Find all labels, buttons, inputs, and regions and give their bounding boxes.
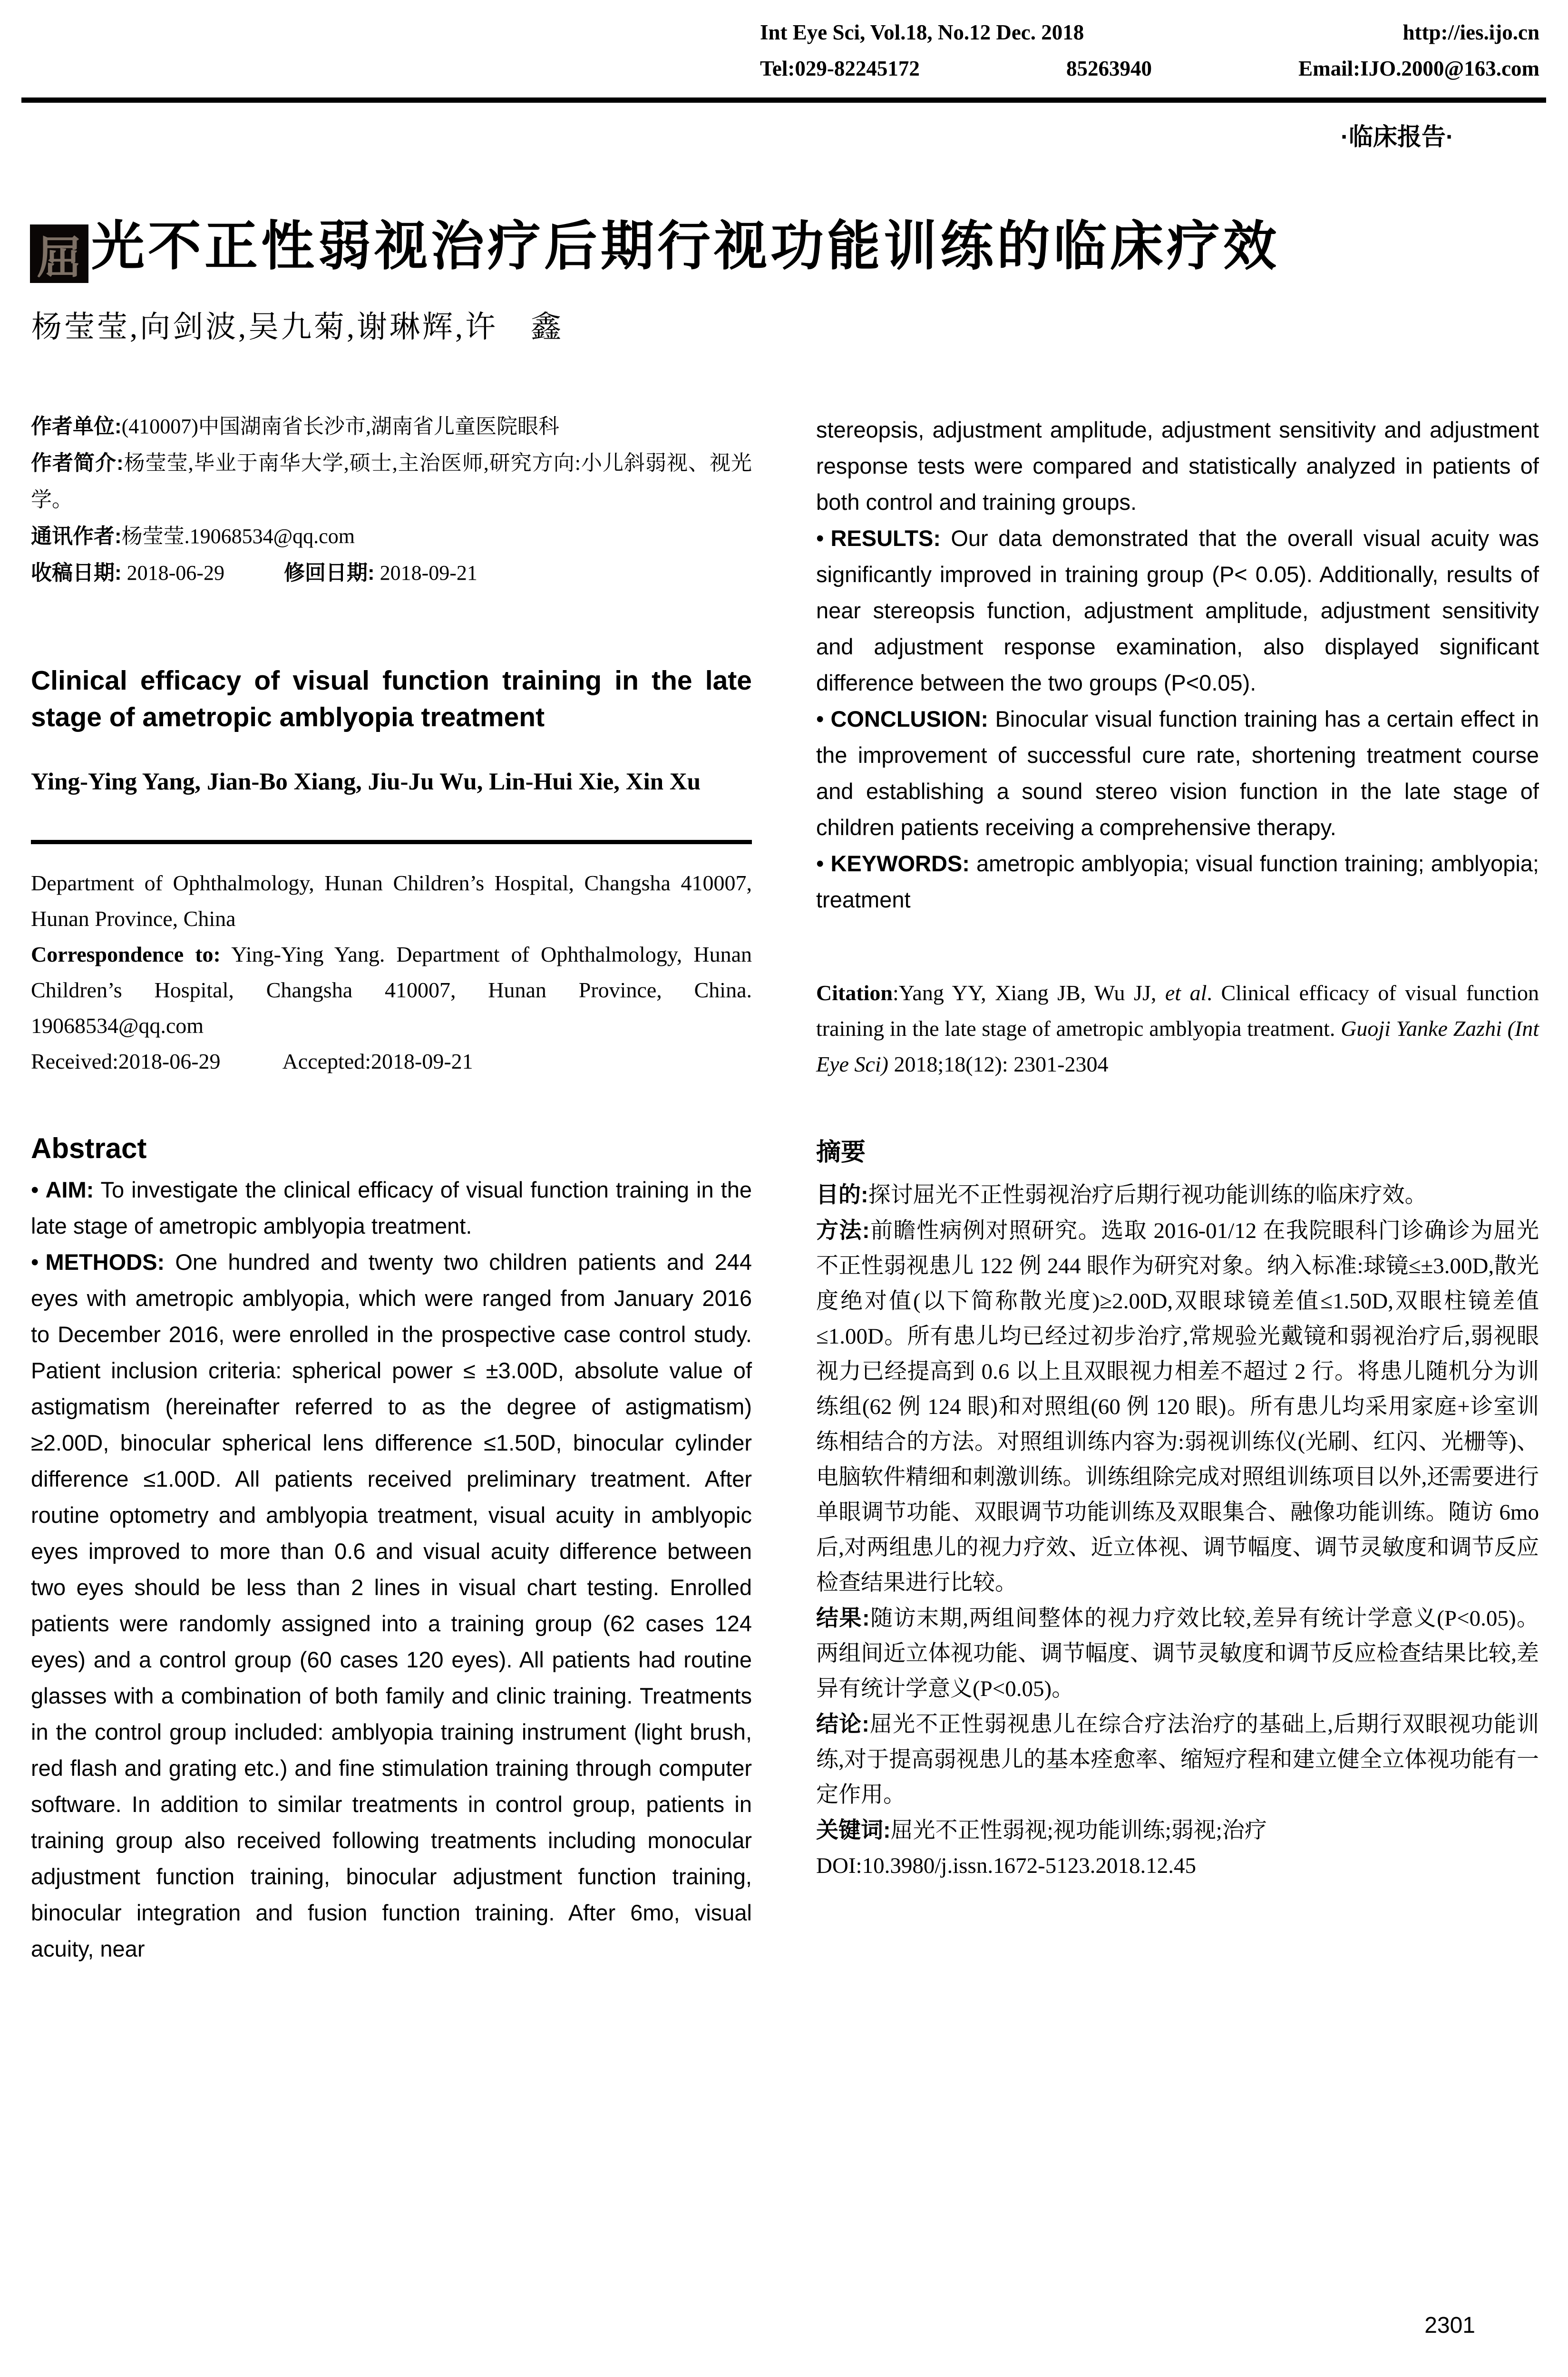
keywords-paragraph [816,846,1539,918]
abstract-cn-heading: 摘要 [816,1139,866,1166]
journal-url-text: http://ies.ijo.cn [1402,20,1539,44]
cn-methods-text: 前瞻性病例对照研究。选取 2016-01/12 在我院眼科门诊确诊为屈光不正性弱视患儿 122 例 244 眼作为研究对象。纳入标准:球镜≤±3.00D,散光度绝对值(以下简称散光度)≥2.00D,双眼球镜差值≤1.50D,双眼柱镜差值≤1.00D。所有患儿均已经过初步治疗,常规验光戴镜和弱视治疗后,弱视眼视力已经提高到 0.6 以上且双眼视力相差不超过 2 行。将患儿随机分为训练组(62 例 124 眼)和对照组(60 例 120 眼)。所有患儿均采用家庭+诊室训练相结合的方法。对照组训练内容为:弱视训练仪(光刷、红闪、光栅等)、电脑软件精细和刺激训练。训练组除完成对照组训练项目以外,还需要进行单眼调节功能、双眼调节功能训练及双眼集合、融像功能训练。随访 6mo 后,对两组患儿的视力疗效、近立体视、调节幅度、调节灵敏度和调节反应检查结果进行比较。 [816,1218,1539,1595]
bullet-icon: • [31,1177,39,1202]
cn-methods-paragraph [816,1213,1539,1600]
cn-keywords-label: 关键词: [816,1817,891,1842]
citation-label: Citation [816,981,893,1005]
bullet-icon: • [816,706,824,731]
citation-seg1: :Yang YY, Xiang JB, Wu JJ, [893,981,1165,1005]
results-paragraph [816,520,1539,701]
journal-info-line [760,14,1539,50]
correspondence-text: Ying-Ying Yang. Department of Ophthalmology, Hunan Children’s Hospital, Changsha 410007, Hunan Province, China. 19068534@qq.com [31,942,752,1038]
affiliation-en: Department of Ophthalmology, Hunan Children’s Hospital, Changsha 410007, Hunan Province, China [31,871,752,931]
cn-keywords-text: 屈光不正性弱视;视功能训练;弱视;治疗 [890,1818,1267,1843]
bullet-icon: • [816,526,824,551]
methods-paragraph [31,1244,752,1967]
received-date-cn: 2018-06-29 [121,561,224,585]
keywords-label: KEYWORDS: [830,851,970,876]
aim-label: AIM: [45,1177,94,1202]
cn-conclusion-label: 结论: [816,1711,869,1736]
cn-objective-paragraph [816,1177,1539,1213]
conclusion-label: CONCLUSION: [830,706,989,731]
corresponding-author-label: 通讯作者: [31,525,122,548]
journal-volume-text: Int Eye Sci, Vol.18, No.12 Dec. 2018 [760,20,1084,44]
accepted-date-en: 2018-09-21 [371,1049,473,1073]
author-bio-label: 作者简介: [31,451,124,475]
journal-header [760,14,1539,87]
cn-methods-label: 方法: [816,1218,870,1243]
left-column [31,408,752,1967]
cn-objective-label: 目的: [816,1182,868,1207]
journal-tel2-text: 85263940 [1066,57,1152,80]
journal-email-text: Email:IJO.2000@163.com [1298,57,1539,80]
received-label-cn: 收稿日期: [31,561,122,585]
citation-seg3: 2018;18(12): 2301-2304 [888,1052,1109,1076]
bullet-icon: • [816,851,824,876]
cn-conclusion-text: 屈光不正性弱视患儿在综合疗法治疗的基础上,后期行双眼视功能训练,对于提高弱视患儿的基本痊愈率、缩短疗程和建立健全立体视功能有一定作用。 [816,1712,1539,1807]
author-info-block [31,408,752,591]
citation-block [816,975,1539,1082]
citation-journal-name: Guoji Yanke Zazhi (Int Eye Sci) [816,1016,1539,1076]
aim-paragraph [31,1172,752,1244]
revised-label-cn: 修回日期: [283,561,375,585]
journal-tel-text: Tel:029-82245172 [760,57,920,80]
dates-line-cn [31,555,752,591]
received-accepted-line [31,1043,752,1079]
article-title-cn-text: 光不正性弱视治疗后期行视功能训练的临床疗效 [91,216,1280,276]
header-divider-rule [21,97,1546,103]
results-text: Our data demonstrated that the overall visual acuity was significantly improved in training group (P< 0.05). Additionally, results of near stereopsis function, adjustment amplitude, adjustment sensitivity and adjustment response examination, also displayed significant difference between the two groups (P<0.05). [816,526,1539,695]
keywords-text: ametropic amblyopia; visual function training; amblyopia; treatment [816,851,1539,912]
journal-contact-line [760,50,1539,87]
section-tag: ·临床报告· [1341,123,1454,150]
doi-line: DOI:10.3980/j.issn.1672-5123.2018.12.45 [816,1853,1196,1878]
right-column [816,412,1539,1883]
author-affiliation-cn [31,408,752,445]
author-block-rule [31,840,752,844]
methods-text-left-column: One hundred and twenty two children patients and 244 eyes with ametropic amblyopia, which were ranged from January 2016 to December 2016, were enrolled in the prospective case control study. Patient inclusion criteria: spherical power ≤ ±3.00D, absolute value of astigmatism (hereinafter referred to as the degree of astigmatism) ≥2.00D, binocular spherical lens difference ≤1.50D, binocular cylinder difference ≤1.00D. All patients received preliminary treatment. After routine optometry and amblyopia treatment, visual acuity in amblyopic eyes improved to more than 0.6 and visual acuity difference between two eyes should be less than 2 lines in visual chart testing. Enrolled patients were randomly assigned into a training group (62 cases 124 eyes) and a control group (60 cases 120 eyes). All patients had routine glasses with a combination of both family and clinic training. Treatments in the control group included: amblyopia training instrument (light brush, red flash and grating etc.) and fine stimulation training through computer software. In addition to similar treatments in control group, patients in training group also received following treatments including monocular adjustment function training, binocular adjustment function training, binocular integration and fusion function training. After 6mo, visual acuity, near [31,1249,752,1961]
cn-keywords-paragraph [816,1812,1539,1848]
title-drop-cap-box: 屈 [30,224,88,283]
citation-seg2: . Clinical efficacy of visual function training in the late stage of ametropic amblyopia treatment. [816,981,1539,1041]
authors-cn: 杨莹莹,向剑波,吴九菊,谢琳辉,许 鑫 [31,310,564,344]
authors-en: Ying-Ying Yang, Jian-Bo Xiang, Jiu-Ju Wu, Lin-Hui Xie, Xin Xu [31,769,701,795]
correspondence-label: Correspondence to: [31,942,221,966]
bullet-icon: • [31,1249,39,1275]
conclusion-text: Binocular visual function training has a certain effect in the improvement of successful cure rate, shortening treatment course and establishing a sound stereo vision function in the late stage of children patients receiving a comprehensive therapy. [816,706,1539,840]
methods-continuation-paragraph: stereopsis, adjustment amplitude, adjustment sensitivity and adjustment response tests were compared and statistically analyzed in patients of both control and training groups. [816,417,1539,515]
page-number: 2301 [1424,2313,1475,2338]
revised-date-cn: 2018-09-21 [374,561,477,585]
cn-results-paragraph [816,1600,1539,1706]
cn-conclusion-paragraph [816,1706,1539,1812]
received-label-en: Received: [31,1049,118,1073]
author-bio-cn [31,445,752,518]
author-affiliation-text: (410007)中国湖南省长沙市,湖南省儿童医院眼科 [121,415,559,438]
corresponding-author-text: 杨莹莹.19068534@qq.com [121,525,355,548]
correspondence-en [31,936,752,1043]
accepted-label-en: Accepted: [282,1049,371,1073]
cn-results-label: 结果: [816,1605,870,1630]
corresponding-author-cn [31,518,752,555]
citation-etal: et al [1165,981,1207,1005]
article-title-en: Clinical efficacy of visual function training in the late stage of ametropic amblyopia treatment [31,665,752,732]
conclusion-paragraph [816,701,1539,846]
cn-results-text: 随访末期,两组间整体的视力疗效比较,差异有统计学意义(P<0.05)。两组间近立体视功能、调节幅度、调节灵敏度和调节反应检查结果比较,差异有统计学意义(P<0.05)。 [816,1606,1539,1701]
author-bio-text: 杨莹莹,毕业于南华大学,硕士,主治医师,研究方向:小儿斜弱视、视光学。 [31,451,752,511]
abstract-heading: Abstract [31,1132,147,1164]
article-title-cn [30,204,1314,283]
methods-label: METHODS: [45,1249,165,1275]
cn-objective-text: 探讨屈光不正性弱视治疗后期行视功能训练的临床疗效。 [868,1183,1427,1208]
aim-text: To investigate the clinical efficacy of visual function training in the late stage of ametropic amblyopia treatment. [31,1177,752,1238]
received-date-en: 2018-06-29 [118,1049,221,1073]
author-affiliation-label: 作者单位: [31,415,122,438]
results-label: RESULTS: [830,526,941,551]
